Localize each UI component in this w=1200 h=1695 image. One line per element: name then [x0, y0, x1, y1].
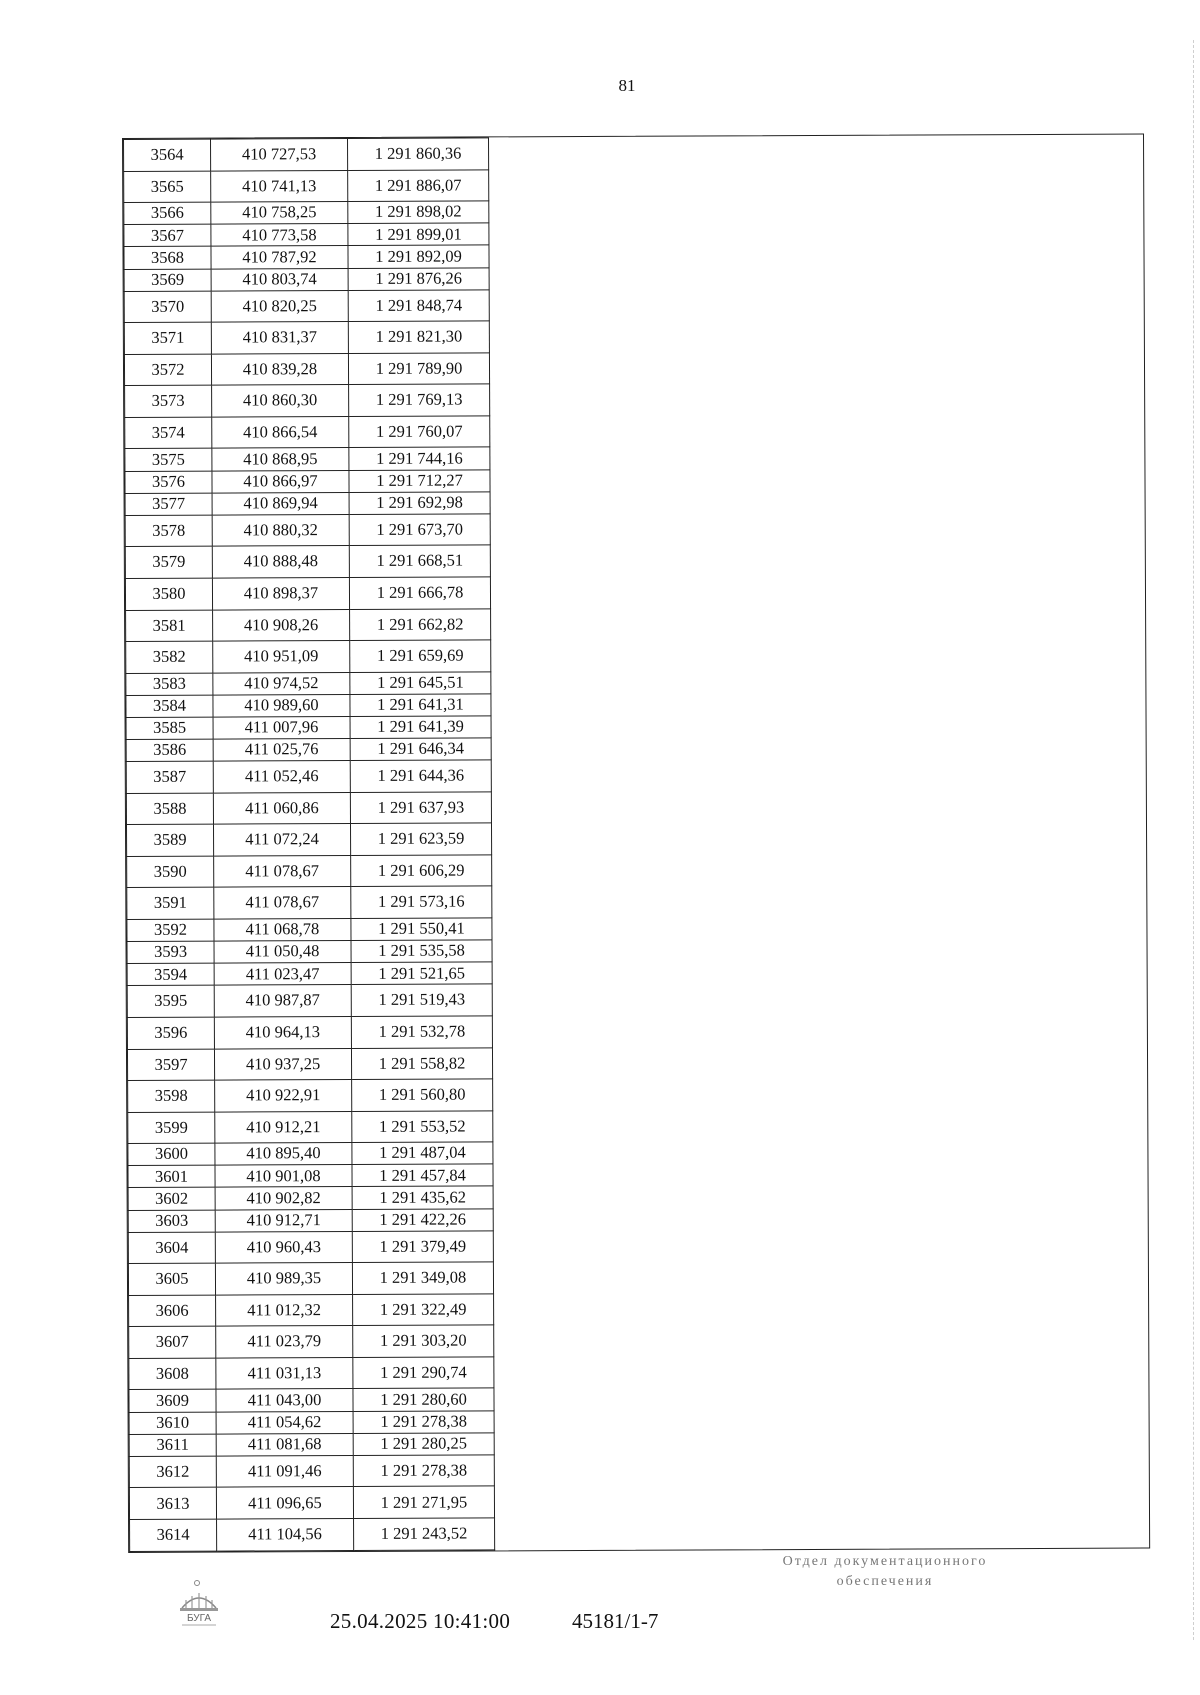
y-coordinate-cell: 1 291 349,08 — [352, 1262, 493, 1294]
table-row — [128, 1231, 493, 1264]
department-stamp — [740, 1552, 1030, 1593]
point-number-cell: 3590 — [127, 856, 214, 888]
table-row — [128, 1164, 493, 1188]
y-coordinate-cell: 1 291 271,95 — [353, 1486, 494, 1518]
point-number-cell: 3571 — [124, 322, 211, 354]
point-number-cell: 3581 — [126, 610, 213, 642]
y-coordinate-cell: 1 291 645,51 — [350, 671, 491, 694]
x-coordinate-cell: 411 031,13 — [216, 1357, 353, 1389]
table-row — [125, 469, 490, 493]
point-number-cell: 3610 — [129, 1412, 216, 1435]
y-coordinate-cell: 1 291 243,52 — [354, 1518, 495, 1551]
table-row — [124, 201, 489, 225]
point-number-cell: 3570 — [124, 291, 211, 323]
x-coordinate-cell: 410 902,82 — [215, 1187, 352, 1210]
point-number-cell: 3587 — [126, 761, 213, 793]
table-row — [129, 1433, 494, 1457]
y-coordinate-cell: 1 291 898,02 — [348, 201, 489, 224]
y-coordinate-cell: 1 291 280,60 — [353, 1388, 494, 1411]
y-coordinate-cell: 1 291 606,29 — [351, 855, 492, 887]
x-coordinate-cell: 410 831,37 — [211, 322, 348, 354]
y-coordinate-cell: 1 291 876,26 — [348, 267, 489, 290]
x-coordinate-cell: 411 050,48 — [214, 941, 351, 964]
y-coordinate-cell: 1 291 573,16 — [351, 886, 492, 918]
logo-text: БУГА — [186, 1613, 212, 1624]
point-number-cell: 3583 — [126, 673, 213, 696]
y-coordinate-cell: 1 291 487,04 — [352, 1142, 493, 1165]
table-row — [127, 918, 492, 942]
y-coordinate-cell: 1 291 521,65 — [351, 962, 492, 985]
table-row — [124, 169, 489, 202]
point-number-cell: 3567 — [124, 224, 211, 247]
organization-logo — [176, 1578, 222, 1628]
x-coordinate-cell: 411 025,76 — [213, 739, 350, 762]
table-row — [124, 138, 489, 171]
point-number-cell: 3604 — [128, 1232, 215, 1264]
table-row — [124, 321, 489, 354]
table-row — [127, 886, 492, 919]
table-row — [124, 223, 489, 247]
x-coordinate-cell: 410 773,58 — [211, 224, 348, 247]
x-coordinate-cell: 410 866,97 — [212, 470, 349, 493]
table-row — [128, 1262, 493, 1295]
y-coordinate-cell: 1 291 666,78 — [349, 577, 490, 609]
table-row — [130, 1518, 495, 1552]
table-row — [128, 1186, 493, 1210]
y-coordinate-cell: 1 291 659,69 — [350, 640, 491, 672]
y-coordinate-cell: 1 291 322,49 — [353, 1294, 494, 1326]
table-row — [125, 384, 490, 417]
x-coordinate-cell: 410 758,25 — [211, 202, 348, 225]
point-number-cell: 3580 — [125, 578, 212, 610]
y-coordinate-cell: 1 291 519,43 — [351, 984, 492, 1016]
point-number-cell: 3611 — [129, 1434, 216, 1457]
y-coordinate-cell: 1 291 550,41 — [351, 918, 492, 941]
point-number-cell: 3569 — [124, 269, 211, 292]
point-number-cell: 3612 — [129, 1456, 216, 1488]
y-coordinate-cell: 1 291 532,78 — [351, 1016, 492, 1048]
table-row — [126, 738, 491, 762]
point-number-cell: 3598 — [128, 1080, 215, 1112]
table-row — [125, 514, 490, 547]
table-row — [127, 1016, 492, 1049]
y-coordinate-cell: 1 291 278,38 — [353, 1410, 494, 1433]
table-row — [126, 716, 491, 740]
x-coordinate-cell: 410 727,53 — [211, 139, 348, 171]
point-number-cell: 3597 — [127, 1049, 214, 1081]
x-coordinate-cell: 411 052,46 — [213, 761, 350, 793]
x-coordinate-cell: 410 960,43 — [215, 1231, 352, 1263]
document-frame — [122, 134, 1150, 1553]
x-coordinate-cell: 411 054,62 — [216, 1411, 353, 1434]
point-number-cell: 3608 — [129, 1358, 216, 1390]
x-coordinate-cell: 411 078,67 — [214, 855, 351, 887]
x-coordinate-cell: 410 974,52 — [213, 672, 350, 695]
table-row — [126, 823, 491, 856]
y-coordinate-cell: 1 291 644,36 — [350, 760, 491, 792]
point-number-cell: 3613 — [129, 1488, 216, 1520]
x-coordinate-cell: 410 820,25 — [211, 290, 348, 322]
y-coordinate-cell: 1 291 848,74 — [348, 290, 489, 322]
page-number: 81 — [618, 76, 636, 95]
y-coordinate-cell: 1 291 789,90 — [348, 353, 489, 385]
point-number-cell: 3595 — [127, 986, 214, 1018]
coordinates-table — [123, 137, 495, 1552]
point-number-cell: 3574 — [125, 417, 212, 449]
x-coordinate-cell: 410 964,13 — [214, 1016, 351, 1048]
x-coordinate-cell: 410 787,92 — [211, 246, 348, 269]
table-row — [125, 447, 490, 471]
y-coordinate-cell: 1 291 422,26 — [352, 1209, 493, 1232]
y-coordinate-cell: 1 291 646,34 — [350, 738, 491, 761]
y-coordinate-cell: 1 291 553,52 — [352, 1110, 493, 1142]
point-number-cell: 3582 — [126, 641, 213, 673]
x-coordinate-cell: 410 937,25 — [214, 1048, 351, 1080]
x-coordinate-cell: 411 068,78 — [214, 918, 351, 941]
table-row — [128, 1110, 493, 1143]
table-row — [125, 577, 490, 610]
x-coordinate-cell: 411 007,96 — [213, 716, 350, 739]
point-number-cell: 3585 — [126, 717, 213, 740]
table-row — [124, 245, 489, 269]
x-coordinate-cell: 411 104,56 — [217, 1519, 354, 1552]
table-row — [125, 416, 490, 449]
table-row — [124, 290, 489, 323]
table-row — [126, 640, 491, 673]
x-coordinate-cell: 410 912,71 — [215, 1209, 352, 1232]
table-row — [129, 1410, 494, 1434]
x-coordinate-cell: 410 989,35 — [215, 1263, 352, 1295]
point-number-cell: 3602 — [128, 1188, 215, 1211]
table-row — [128, 1209, 493, 1233]
point-number-cell: 3579 — [125, 547, 212, 579]
y-coordinate-cell: 1 291 899,01 — [348, 223, 489, 246]
y-coordinate-cell: 1 291 662,82 — [350, 608, 491, 640]
y-coordinate-cell: 1 291 457,84 — [352, 1164, 493, 1187]
point-number-cell: 3578 — [125, 515, 212, 547]
table-row — [129, 1388, 494, 1412]
y-coordinate-cell: 1 291 435,62 — [352, 1186, 493, 1209]
x-coordinate-cell: 410 895,40 — [215, 1143, 352, 1166]
point-number-cell: 3606 — [129, 1295, 216, 1327]
point-number-cell: 3603 — [128, 1210, 215, 1233]
point-number-cell: 3564 — [124, 139, 211, 171]
x-coordinate-cell: 411 043,00 — [216, 1389, 353, 1412]
table-row — [124, 267, 489, 291]
table-row — [126, 608, 491, 641]
table-row — [127, 1047, 492, 1080]
y-coordinate-cell: 1 291 637,93 — [350, 792, 491, 824]
point-number-cell: 3572 — [124, 354, 211, 386]
table-row — [125, 545, 490, 578]
x-coordinate-cell: 411 023,79 — [216, 1326, 353, 1358]
footer-document-code: 45181/1-7 — [572, 1609, 659, 1633]
x-coordinate-cell: 410 803,74 — [211, 268, 348, 291]
table-row — [127, 940, 492, 964]
point-number-cell: 3614 — [130, 1519, 217, 1551]
table-row — [126, 792, 491, 825]
point-number-cell: 3568 — [124, 247, 211, 270]
footer-timestamp: 25.04.2025 10:41:00 — [330, 1609, 511, 1633]
x-coordinate-cell: 410 951,09 — [213, 641, 350, 673]
point-number-cell: 3600 — [128, 1143, 215, 1166]
x-coordinate-cell: 410 908,26 — [213, 609, 350, 641]
point-number-cell: 3594 — [127, 963, 214, 986]
x-coordinate-cell: 410 901,08 — [215, 1165, 352, 1188]
table-row — [129, 1486, 494, 1519]
table-row — [129, 1294, 494, 1327]
y-coordinate-cell: 1 291 760,07 — [349, 416, 490, 448]
x-coordinate-cell: 411 078,67 — [214, 887, 351, 919]
table-row — [126, 694, 491, 718]
y-coordinate-cell: 1 291 886,07 — [348, 169, 489, 201]
y-coordinate-cell: 1 291 769,13 — [349, 384, 490, 416]
y-coordinate-cell: 1 291 668,51 — [349, 545, 490, 577]
point-number-cell: 3586 — [126, 739, 213, 762]
y-coordinate-cell: 1 291 290,74 — [353, 1357, 494, 1389]
y-coordinate-cell: 1 291 560,80 — [352, 1079, 493, 1111]
table-row — [128, 1079, 493, 1112]
point-number-cell: 3592 — [127, 919, 214, 942]
point-number-cell: 3573 — [125, 385, 212, 417]
y-coordinate-cell: 1 291 673,70 — [349, 514, 490, 546]
table-row — [129, 1357, 494, 1390]
x-coordinate-cell: 411 012,32 — [216, 1294, 353, 1326]
x-coordinate-cell: 410 888,48 — [212, 546, 349, 578]
x-coordinate-cell: 411 096,65 — [216, 1487, 353, 1519]
y-coordinate-cell: 1 291 303,20 — [353, 1325, 494, 1357]
point-number-cell: 3589 — [126, 824, 213, 856]
point-number-cell: 3599 — [128, 1112, 215, 1144]
scan-edge-marks — [1191, 40, 1194, 1640]
x-coordinate-cell: 410 922,91 — [215, 1080, 352, 1112]
y-coordinate-cell: 1 291 280,25 — [353, 1433, 494, 1456]
y-coordinate-cell: 1 291 641,31 — [350, 694, 491, 717]
x-coordinate-cell: 411 060,86 — [213, 792, 350, 824]
y-coordinate-cell: 1 291 692,98 — [349, 492, 490, 515]
x-coordinate-cell: 411 091,46 — [216, 1455, 353, 1487]
x-coordinate-cell: 410 912,21 — [215, 1111, 352, 1143]
table-row — [128, 1142, 493, 1166]
y-coordinate-cell: 1 291 821,30 — [348, 321, 489, 353]
y-coordinate-cell: 1 291 379,49 — [352, 1231, 493, 1263]
x-coordinate-cell: 411 023,47 — [214, 963, 351, 986]
x-coordinate-cell: 410 741,13 — [211, 170, 348, 202]
x-coordinate-cell: 410 860,30 — [212, 385, 349, 417]
point-number-cell: 3584 — [126, 695, 213, 718]
y-coordinate-cell: 1 291 278,38 — [353, 1455, 494, 1487]
coordinates-table-body — [124, 138, 495, 1552]
x-coordinate-cell: 411 081,68 — [216, 1433, 353, 1456]
stamp-line-2: обеспечения — [836, 1574, 934, 1590]
point-number-cell: 3591 — [127, 887, 214, 919]
point-number-cell: 3601 — [128, 1165, 215, 1188]
x-coordinate-cell: 410 898,37 — [212, 577, 349, 609]
table-row — [127, 962, 492, 986]
y-coordinate-cell: 1 291 623,59 — [350, 823, 491, 855]
point-number-cell: 3588 — [126, 793, 213, 825]
y-coordinate-cell: 1 291 744,16 — [349, 447, 490, 470]
table-row — [127, 984, 492, 1017]
y-coordinate-cell: 1 291 860,36 — [348, 138, 489, 170]
point-number-cell: 3576 — [125, 471, 212, 494]
table-row — [126, 671, 491, 695]
point-number-cell: 3575 — [125, 449, 212, 472]
y-coordinate-cell: 1 291 712,27 — [349, 469, 490, 492]
point-number-cell: 3566 — [124, 202, 211, 225]
table-row — [126, 760, 491, 793]
y-coordinate-cell: 1 291 892,09 — [348, 245, 489, 268]
table-row — [125, 492, 490, 516]
x-coordinate-cell: 410 987,87 — [214, 985, 351, 1017]
y-coordinate-cell: 1 291 641,39 — [350, 716, 491, 739]
point-number-cell: 3596 — [127, 1017, 214, 1049]
point-number-cell: 3577 — [125, 493, 212, 516]
point-number-cell: 3593 — [127, 941, 214, 964]
x-coordinate-cell: 410 866,54 — [212, 416, 349, 448]
table-row — [124, 353, 489, 386]
stamp-line-1: Отдел документационного — [782, 1554, 988, 1569]
point-number-cell: 3605 — [128, 1263, 215, 1295]
x-coordinate-cell: 410 989,60 — [213, 694, 350, 717]
table-row — [129, 1325, 494, 1358]
x-coordinate-cell: 410 839,28 — [211, 353, 348, 385]
x-coordinate-cell: 410 880,32 — [212, 514, 349, 546]
x-coordinate-cell: 410 868,95 — [212, 448, 349, 471]
point-number-cell: 3607 — [129, 1326, 216, 1358]
table-row — [127, 855, 492, 888]
table-row — [129, 1455, 494, 1488]
point-number-cell: 3609 — [129, 1390, 216, 1413]
x-coordinate-cell: 410 869,94 — [212, 492, 349, 515]
y-coordinate-cell: 1 291 535,58 — [351, 940, 492, 963]
point-number-cell: 3565 — [124, 171, 211, 203]
x-coordinate-cell: 411 072,24 — [213, 824, 350, 856]
y-coordinate-cell: 1 291 558,82 — [351, 1047, 492, 1079]
